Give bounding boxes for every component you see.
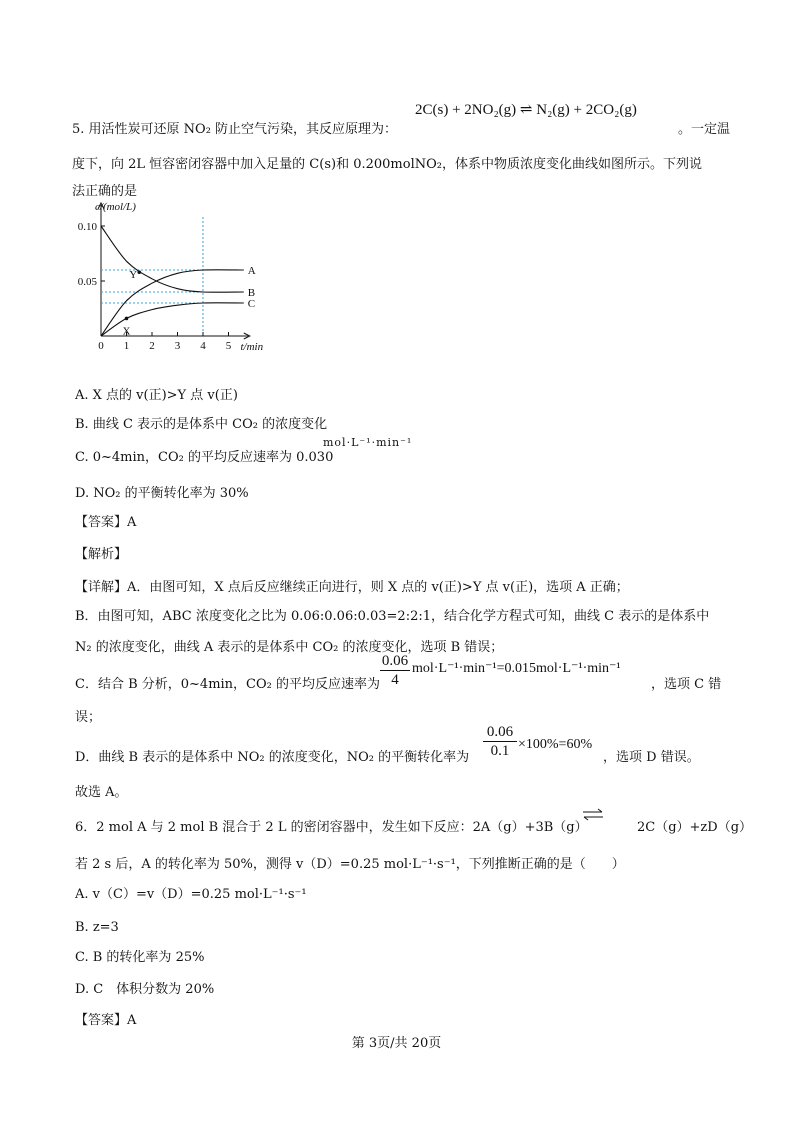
- q5-detail-c-line2: 误；: [75, 710, 102, 725]
- x-tick-label: 2: [149, 340, 155, 352]
- q6-answer-label: 【答案】: [75, 1013, 128, 1028]
- fraction-denominator: 4: [391, 672, 399, 688]
- q5-detail-d-fraction: [483, 724, 517, 759]
- series-label-b: B: [247, 287, 256, 299]
- y-tick-label: 0.05: [77, 276, 97, 288]
- point-x: [125, 317, 129, 321]
- q5-detail-c-result: mol·L⁻¹·min⁻¹=0.015mol·L⁻¹·min⁻¹: [412, 661, 621, 676]
- reversible-arrow-icon: [582, 808, 604, 822]
- q6-option-d: D. C 体积分数为 20%: [75, 982, 215, 997]
- q6-option-b: B. z=3: [75, 920, 119, 935]
- y-tick-label: 0.10: [77, 221, 97, 233]
- q5-detail-c-line1-end: ，选项 C 错: [651, 677, 722, 692]
- q5-detail-b-line2: N₂ 的浓度变化，曲线 A 表示的是体系中 CO₂ 的浓度变化，选项 B 错误；: [75, 640, 504, 655]
- q5-option-c: C. 0~4min，CO₂ 的平均反应速率为 0.030: [75, 450, 334, 465]
- point-label-x: X: [122, 325, 131, 338]
- fraction-denominator: 0.1: [490, 743, 510, 759]
- x-tick-label: 0: [98, 340, 104, 352]
- q5-stem-line2: 度下，向 2L 恒容密闭容器中加入足量的 C(s)和 0.200molNO₂，体系中物质浓度变化曲线如图所示。下列说: [72, 157, 702, 172]
- q5-answer: A: [127, 515, 137, 530]
- q6-stem-line2: 若 2 s 后，A 的转化率为 50%，测得 v（D）=0.25 mol·L⁻¹·s⁻¹，下列推断正确的是（ ）: [75, 857, 625, 872]
- q5-detail-d-end: ，选项 D 错误。: [603, 750, 700, 765]
- q5-analysis-label: 【解析】: [75, 547, 128, 562]
- series-label-c: C: [247, 298, 256, 310]
- q5-option-d: D. NO₂ 的平衡转化率为 30%: [75, 486, 249, 501]
- concentration-time-chart: [70, 195, 285, 360]
- x-tick-label: 1: [123, 340, 130, 352]
- q5-detail-d-result: ×100%=60%: [518, 737, 593, 752]
- page-footer: 第 3页/共 20页: [351, 1036, 442, 1051]
- x-tick-label: 3: [174, 340, 181, 352]
- q5-conclusion: 故选 A。: [75, 785, 128, 800]
- point-y: [137, 270, 141, 274]
- fraction-numerator: 0.06: [381, 653, 409, 669]
- q5-option-c-unit: mol·L⁻¹·min⁻¹: [323, 436, 413, 449]
- q5-detail-c-fraction: [380, 653, 410, 688]
- x-tick-label: 5: [225, 340, 232, 352]
- reaction-equation: 2C(s) + 2NO₂(g) ⇌ N₂(g) + 2CO₂(g): [415, 102, 637, 118]
- q5-option-b: B. 曲线 C 表示的是体系中 CO₂ 的浓度变化: [75, 417, 328, 432]
- series-line-b: [101, 226, 244, 292]
- q5-option-a: A. X 点的 v(正)>Y 点 v(正): [75, 388, 238, 403]
- q5-stem-line1-end: 。一定温: [678, 122, 731, 137]
- q6-stem-line1-products: 2C（g）+zD（g）: [637, 820, 753, 835]
- q5-answer-label: 【答案】: [75, 515, 128, 530]
- q6-option-c: C. B 的转化率为 25%: [75, 950, 205, 965]
- q5-detail-c-line1: C．结合 B 分析，0~4min，CO₂ 的平均反应速率为: [75, 677, 381, 692]
- q6-answer: A: [127, 1013, 137, 1028]
- x-axis-label: t/min: [240, 341, 264, 353]
- q6-option-a: A. v（C）=v（D）=0.25 mol·L⁻¹·s⁻¹: [75, 887, 307, 902]
- x-tick-label: 4: [200, 340, 206, 352]
- q5-detail-label: 【详解】: [75, 580, 128, 595]
- q5-detail-b-line1: B．由图可知，ABC 浓度变化之比为 0.06:0.06:0.03=2:2:1，结合化学方程式可知，曲线 C 表示的是体系中: [75, 609, 710, 624]
- q5-detail-a: A．由图可知，X 点后反应继续正向进行，则 X 点的 v(正)>Y 点 v(正)，选项 A 正确；: [127, 580, 629, 595]
- fraction-numerator: 0.06: [486, 724, 514, 740]
- series-label-a: A: [247, 265, 256, 277]
- q5-detail-d-line1: D．曲线 B 表示的是体系中 NO₂ 的浓度变化，NO₂ 的平衡转化率为: [75, 750, 470, 765]
- y-axis-label: c/(mol/L): [95, 201, 136, 213]
- point-label-y: Y: [129, 269, 138, 282]
- q6-stem-line1: 6．2 mol A 与 2 mol B 混合于 2 L 的密闭容器中，发生如下反应：2A（g）+3B（g）: [75, 820, 588, 835]
- q5-stem-line1: 5. 用活性炭可还原 NO₂ 防止空气污染，其反应原理为：: [72, 122, 398, 137]
- q5-stem-line3: 法正确的是: [72, 184, 138, 199]
